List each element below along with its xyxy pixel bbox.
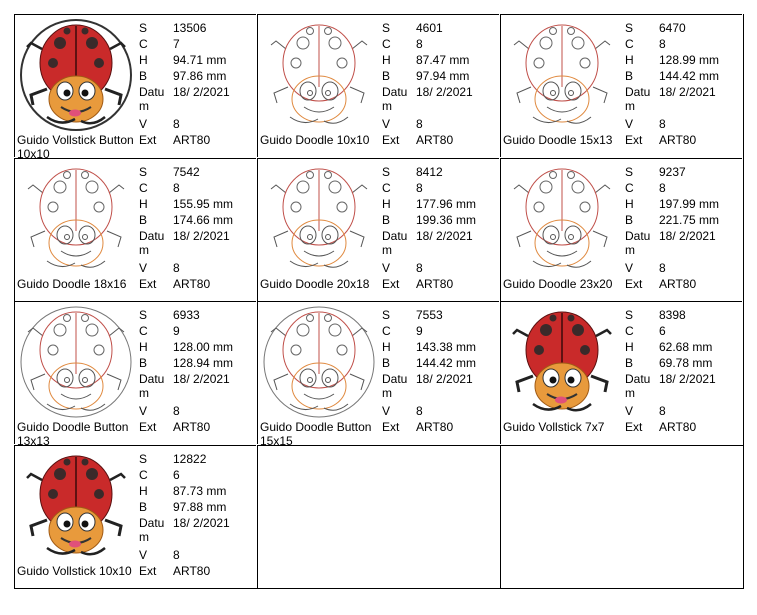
b-label: B (139, 69, 148, 83)
ext-value: ART80 (173, 133, 211, 147)
v-label: V (382, 404, 391, 418)
stitch-count: 13506 (173, 21, 207, 35)
s-label: S (625, 308, 634, 322)
s-label: S (139, 21, 148, 35)
ext-value: ART80 (416, 276, 454, 291)
color-count: 8 (416, 180, 423, 195)
v-label: V (139, 404, 148, 418)
ext-label: Ext (139, 563, 157, 578)
design-name: Guido Doodle 15x13 (503, 133, 613, 147)
color-count: 8 (659, 180, 666, 195)
empty-cell (500, 445, 743, 589)
s-label: S (382, 21, 391, 35)
ladybug-thumbnail[interactable] (260, 161, 378, 277)
v-value: 8 (173, 260, 180, 275)
h-label: H (139, 196, 148, 211)
v-label: V (382, 260, 391, 275)
ext-value: ART80 (659, 420, 697, 434)
ext-value: ART80 (173, 563, 211, 578)
design-name: Guido Doodle 10x10 (260, 133, 370, 147)
c-label: C (625, 324, 634, 338)
b-label: B (139, 356, 148, 370)
design-name: Guido Vollstick Button 10x10 (17, 133, 134, 161)
b-label: B (625, 212, 634, 227)
date-value: 18/ 2/2021 (659, 228, 716, 243)
h-label: H (382, 340, 391, 354)
datum-label: Datu m (139, 228, 165, 257)
ext-value: ART80 (659, 133, 697, 147)
stitch-count: 8412 (416, 164, 443, 179)
color-count: 6 (173, 467, 180, 482)
h-label: H (625, 53, 634, 67)
ext-value: ART80 (416, 420, 454, 434)
ladybug-thumbnail[interactable] (17, 448, 135, 564)
stitch-count: 8398 (659, 308, 686, 322)
s-label: S (382, 308, 391, 322)
b-label: B (139, 499, 148, 514)
v-value: 8 (173, 404, 180, 418)
design-name: Guido Doodle 20x18 (260, 276, 370, 291)
design-card[interactable] (500, 301, 742, 444)
c-label: C (139, 467, 148, 482)
design-name: Guido Vollstick 7x7 (503, 420, 605, 434)
date-value: 18/ 2/2021 (173, 372, 230, 386)
b-label: B (139, 212, 148, 227)
ladybug-thumbnail[interactable] (17, 304, 135, 420)
datum-label: Datu m (625, 228, 651, 257)
ladybug-thumbnail[interactable] (260, 304, 378, 420)
ladybug-thumbnail[interactable] (503, 304, 621, 420)
design-name: Guido Doodle 18x16 (17, 276, 127, 291)
color-count: 9 (173, 324, 180, 338)
design-card[interactable] (14, 158, 256, 301)
ladybug-thumbnail[interactable] (17, 17, 135, 133)
ext-value: ART80 (659, 276, 697, 291)
design-name: Guido Vollstick 10x10 (17, 563, 132, 578)
datum-label: Datu m (625, 372, 651, 400)
height-value: 197.99 mm (659, 196, 720, 211)
design-card[interactable] (257, 301, 499, 448)
width-value: 69.78 mm (659, 356, 713, 370)
b-label: B (625, 69, 634, 83)
s-label: S (625, 21, 634, 35)
h-label: H (382, 196, 391, 211)
ext-label: Ext (139, 133, 157, 147)
ext-label: Ext (625, 276, 643, 291)
datum-label: Datu m (382, 372, 408, 400)
date-value: 18/ 2/2021 (416, 372, 473, 386)
datum-label: Datu m (139, 515, 165, 544)
ladybug-thumbnail[interactable] (17, 161, 135, 277)
design-card[interactable] (14, 301, 256, 448)
stitch-count: 7553 (416, 308, 443, 322)
date-value: 18/ 2/2021 (173, 515, 230, 530)
stitch-count: 4601 (416, 21, 443, 35)
ext-value: ART80 (173, 276, 211, 291)
height-value: 177.96 mm (416, 196, 477, 211)
v-label: V (139, 117, 148, 131)
c-label: C (382, 324, 391, 338)
width-value: 97.88 mm (173, 499, 227, 514)
ext-label: Ext (139, 420, 157, 434)
width-value: 174.66 mm (173, 212, 234, 227)
v-value: 8 (416, 404, 423, 418)
v-value: 8 (173, 117, 180, 131)
b-label: B (625, 356, 634, 370)
height-value: 143.38 mm (416, 340, 477, 354)
width-value: 144.42 mm (659, 69, 720, 83)
h-label: H (625, 196, 634, 211)
date-value: 18/ 2/2021 (659, 372, 716, 386)
c-label: C (139, 180, 148, 195)
v-value: 8 (659, 117, 666, 131)
c-label: C (625, 180, 634, 195)
ladybug-thumbnail[interactable] (503, 161, 621, 277)
width-value: 221.75 mm (659, 212, 720, 227)
color-count: 8 (416, 37, 423, 51)
v-label: V (382, 117, 391, 131)
empty-cell (257, 445, 500, 589)
b-label: B (382, 356, 391, 370)
h-label: H (382, 53, 391, 67)
design-card[interactable] (14, 14, 256, 161)
design-card[interactable] (14, 445, 256, 588)
width-value: 144.42 mm (416, 356, 477, 370)
s-label: S (139, 164, 148, 179)
datum-label: Datu m (625, 85, 651, 113)
color-count: 8 (659, 37, 666, 51)
h-label: H (139, 483, 148, 498)
v-value: 8 (416, 260, 423, 275)
ext-label: Ext (382, 133, 400, 147)
color-count: 6 (659, 324, 666, 338)
date-value: 18/ 2/2021 (659, 85, 716, 99)
s-label: S (382, 164, 391, 179)
b-label: B (382, 69, 391, 83)
s-label: S (139, 451, 148, 466)
ext-label: Ext (625, 133, 643, 147)
height-value: 155.95 mm (173, 196, 234, 211)
width-value: 199.36 mm (416, 212, 477, 227)
datum-label: Datu m (382, 228, 408, 257)
ladybug-thumbnail[interactable] (260, 17, 378, 133)
color-count: 8 (173, 180, 180, 195)
design-name: Guido Doodle Button 15x15 (260, 420, 372, 448)
width-value: 97.94 mm (416, 69, 470, 83)
design-card[interactable] (500, 14, 742, 157)
width-value: 97.86 mm (173, 69, 227, 83)
color-count: 9 (416, 324, 423, 338)
height-value: 87.47 mm (416, 53, 470, 67)
design-name: Guido Doodle Button 13x13 (17, 420, 129, 448)
v-value: 8 (173, 547, 180, 562)
datum-label: Datu m (139, 85, 165, 113)
v-label: V (625, 404, 634, 418)
c-label: C (139, 37, 148, 51)
design-name: Guido Doodle 23x20 (503, 276, 613, 291)
ladybug-thumbnail[interactable] (503, 17, 621, 133)
ext-value: ART80 (416, 133, 454, 147)
height-value: 128.99 mm (659, 53, 720, 67)
datum-label: Datu m (382, 85, 408, 113)
v-label: V (139, 547, 148, 562)
color-count: 7 (173, 37, 180, 51)
c-label: C (139, 324, 148, 338)
b-label: B (382, 212, 391, 227)
height-value: 87.73 mm (173, 483, 227, 498)
v-value: 8 (416, 117, 423, 131)
design-card[interactable] (257, 158, 499, 301)
stitch-count: 9237 (659, 164, 686, 179)
stitch-count: 6933 (173, 308, 200, 322)
s-label: S (139, 308, 148, 322)
date-value: 18/ 2/2021 (173, 85, 230, 99)
v-label: V (625, 117, 634, 131)
c-label: C (625, 37, 634, 51)
stitch-count: 6470 (659, 21, 686, 35)
c-label: C (382, 37, 391, 51)
height-value: 94.71 mm (173, 53, 227, 67)
height-value: 62.68 mm (659, 340, 713, 354)
date-value: 18/ 2/2021 (173, 228, 230, 243)
date-value: 18/ 2/2021 (416, 85, 473, 99)
ext-label: Ext (625, 420, 643, 434)
design-card[interactable] (257, 14, 499, 157)
date-value: 18/ 2/2021 (416, 228, 473, 243)
ext-label: Ext (139, 276, 157, 291)
h-label: H (139, 53, 148, 67)
height-value: 128.00 mm (173, 340, 234, 354)
design-card[interactable] (500, 158, 742, 301)
ext-value: ART80 (173, 420, 211, 434)
s-label: S (625, 164, 634, 179)
width-value: 128.94 mm (173, 356, 234, 370)
ext-label: Ext (382, 276, 400, 291)
h-label: H (625, 340, 634, 354)
stitch-count: 12822 (173, 451, 207, 466)
datum-label: Datu m (139, 372, 165, 400)
v-value: 8 (659, 260, 666, 275)
v-value: 8 (659, 404, 666, 418)
design-grid (14, 14, 744, 589)
stitch-count: 7542 (173, 164, 200, 179)
h-label: H (139, 340, 148, 354)
ext-label: Ext (382, 420, 400, 434)
c-label: C (382, 180, 391, 195)
v-label: V (625, 260, 634, 275)
v-label: V (139, 260, 148, 275)
